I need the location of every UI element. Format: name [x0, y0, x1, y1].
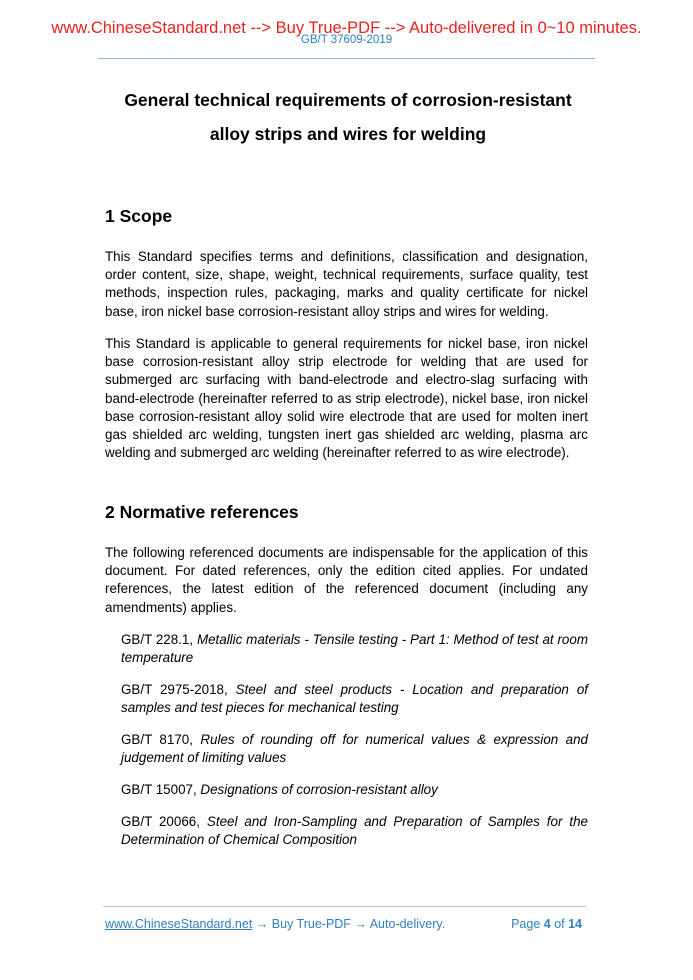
header-divider [98, 58, 595, 59]
reference-title: Rules of rounding off for numerical values & expression and judgement of limiting values [121, 732, 588, 766]
reference-item [121, 681, 588, 717]
scope-paragraph-1 [105, 248, 588, 321]
title-line-2: alloy strips and wires for welding [209, 124, 487, 144]
section-heading-normative-references: 2 Normative references [105, 502, 299, 522]
reference-code: GB/T 8170, [121, 732, 201, 747]
page-current: 4 [543, 917, 551, 931]
page-of: of [550, 917, 569, 931]
paragraph-text: The following referenced documents are indispensable for the application of this document. For dated references, only the edition cited applies. For undated references, the latest edition of the referenced document (including any amendments) applies. [105, 545, 588, 615]
footer-tagline: → Buy True-PDF → Auto-delivery. [252, 917, 446, 931]
document-title [100, 83, 596, 151]
standard-code: GB/T 37609-2019 [300, 34, 393, 46]
footer-promo [105, 917, 445, 931]
reference-code: GB/T 15007, [121, 782, 201, 797]
page-label: Page [511, 917, 544, 931]
page-total: 14 [568, 917, 582, 931]
paragraph-text: This Standard is applicable to general requirements for nickel base, iron nickel base corrosion-resistant alloy strip electrode for welding that are used for submerged arc surfacing with band-electrode and electro-slag surfacing with band-electrode (hereinafter referred to as strip electrode), nickel base, iron nickel base corrosion-resistant alloy solid wire electrode that are used for molten inert gas shielded arc welding, tungsten inert gas shielded arc welding, plasma arc welding and submerged arc welding (hereinafter referred to as wire electrode). [105, 336, 588, 461]
page-indicator [511, 917, 582, 931]
section-heading-scope: 1 Scope [105, 206, 173, 226]
footer-site-link[interactable]: www.ChineseStandard.net [105, 917, 253, 931]
reference-item [121, 631, 588, 667]
reference-code: GB/T 2975-2018, [121, 682, 236, 697]
reference-item [121, 781, 588, 799]
reference-item [121, 731, 588, 767]
reference-title: Steel and steel products - Location and preparation of samples and test pieces for mechanical testing [121, 682, 588, 716]
reference-title: Steel and Iron-Sampling and Preparation of Samples for the Determination of Chemical Composition [121, 814, 589, 848]
scope-paragraph-2 [105, 335, 588, 462]
title-line-1: General technical requirements of corrosion-resistant [124, 90, 572, 110]
paragraph-text: This Standard specifies terms and definitions, classification and designation, order content, size, shape, weight, technical requirements, surface quality, test methods, inspection rules, packaging, marks and quality certificate for nickel base, iron nickel base corrosion-resistant alloy strips and wires for welding. [105, 249, 588, 319]
promo-banner[interactable]: www.ChineseStandard.net --> Buy True-PDF --> Auto-delivered in 0~10 minutes. [51, 19, 642, 37]
reference-item [121, 813, 588, 849]
normative-intro-paragraph [105, 544, 588, 617]
reference-title: Designations of corrosion-resistant alloy [200, 782, 438, 797]
reference-code: GB/T 20066, [121, 814, 207, 829]
reference-title: Metallic materials - Tensile testing - Part 1: Method of test at room temperature [121, 632, 588, 666]
reference-code: GB/T 228.1, [121, 632, 197, 647]
footer-divider [103, 906, 586, 907]
